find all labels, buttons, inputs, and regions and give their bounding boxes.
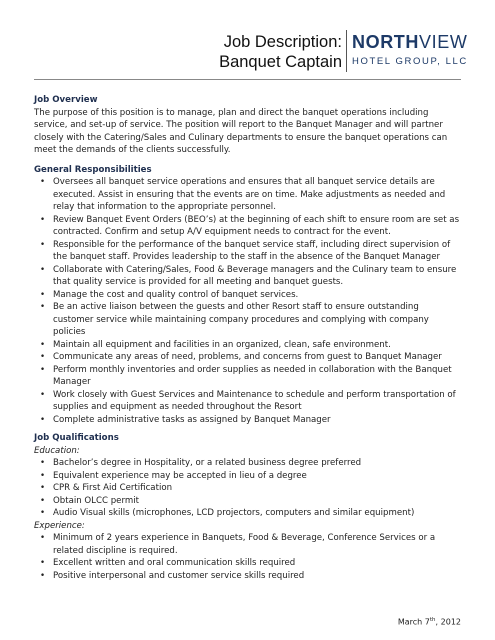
education-list xyxy=(34,457,461,520)
list-item: • CPR & First Aid Certification xyxy=(34,482,461,495)
document-body xyxy=(34,94,461,588)
list-item: • Communicate any areas of need, problems, and concerns from guest to Banquet Manager xyxy=(34,351,461,364)
date-year: , 2012 xyxy=(435,617,461,627)
logo-subtitle: HOTEL GROUP, LLC xyxy=(352,56,468,67)
list-item: • Positive interpersonal and customer service skills required xyxy=(34,570,461,583)
experience-label: Experience: xyxy=(34,520,85,531)
list-item: • Manage the cost and quality control of banquet services. xyxy=(34,289,461,302)
education-label: Education: xyxy=(34,445,80,456)
overview-heading: Job Overview xyxy=(34,95,98,105)
qualifications-heading: Job Qualifications xyxy=(34,433,119,443)
title-line-1: Job Description: xyxy=(223,33,342,51)
responsibilities-list xyxy=(34,176,461,426)
list-item: • Oversees all banquet service operations and ensures that all banquet service details are executed. Assist in ensuring that the events are on time. Make adjustments as needed and relay that information to the appropriate personnel. xyxy=(34,176,461,214)
title-line-2: Banquet Captain xyxy=(219,53,342,71)
company-logo xyxy=(352,32,468,69)
list-item: • Maintain all equipment and facilities in an organized, clean, safe environment. xyxy=(34,339,461,352)
list-item: • Audio Visual skills (microphones, LCD projectors, computers and similar equipment) xyxy=(34,507,461,520)
list-item: • Be an active liaison between the guests and other Resort staff to ensure outstanding customer service while maintaining company procedures and complying with company policies xyxy=(34,301,461,339)
header-divider xyxy=(346,30,347,72)
list-item: • Bachelor’s degree in Hospitality, or a related business degree preferred xyxy=(34,457,461,470)
document-date xyxy=(398,617,461,627)
list-item: • Review Banquet Event Orders (BEO’s) at the beginning of each shift to ensure room are set as contracted. Confirm and setup A/V equipment needs to contract for the event. xyxy=(34,214,461,239)
responsibilities-heading: General Responsibilities xyxy=(34,164,152,175)
list-item: • Minimum of 2 years experience in Banquets, Food & Beverage, Conference Services or a related discipline is required. xyxy=(34,532,461,557)
logo-north: NORTH xyxy=(352,32,419,52)
overview-text: The purpose of this position is to manage, plan and direct the banquet operations including service, and set-up of service. The position will report to the Banquet Manager and will partner closely with the Catering/Sales and Culinary departments to ensure the banquet operations can meet the demands of the clients successfully. xyxy=(34,107,448,155)
list-item: • Equivalent experience may be accepted in lieu of a degree xyxy=(34,470,461,483)
list-item: • Obtain OLCC permit xyxy=(34,495,461,508)
list-item: • Work closely with Guest Services and Maintenance to schedule and perform transportation of supplies and equipment as needed throughout the Resort xyxy=(34,389,461,414)
date-prefix: March 7 xyxy=(397,617,430,627)
header-rule xyxy=(34,79,461,80)
list-item: • Excellent written and oral communication skills required xyxy=(34,557,461,570)
document-header xyxy=(0,24,495,76)
date-suffix-sup: th xyxy=(429,617,436,623)
list-item: • Perform monthly inventories and order supplies as needed in collaboration with the Banquet Manager xyxy=(34,364,461,389)
list-item: • Collaborate with Catering/Sales, Food & Beverage managers and the Culinary team to ensure that quality service is provided for all meeting and banquet guests. xyxy=(34,264,461,289)
experience-list xyxy=(34,532,461,582)
list-item: • Responsible for the performance of the banquet service staff, including direct supervision of the banquet staff. Provides leadership to the staff in the absence of the Banquet Manager xyxy=(34,239,461,264)
document-title xyxy=(219,32,342,72)
list-item: • Complete administrative tasks as assigned by Banquet Manager xyxy=(34,414,461,427)
logo-view: VIEW xyxy=(419,32,468,52)
